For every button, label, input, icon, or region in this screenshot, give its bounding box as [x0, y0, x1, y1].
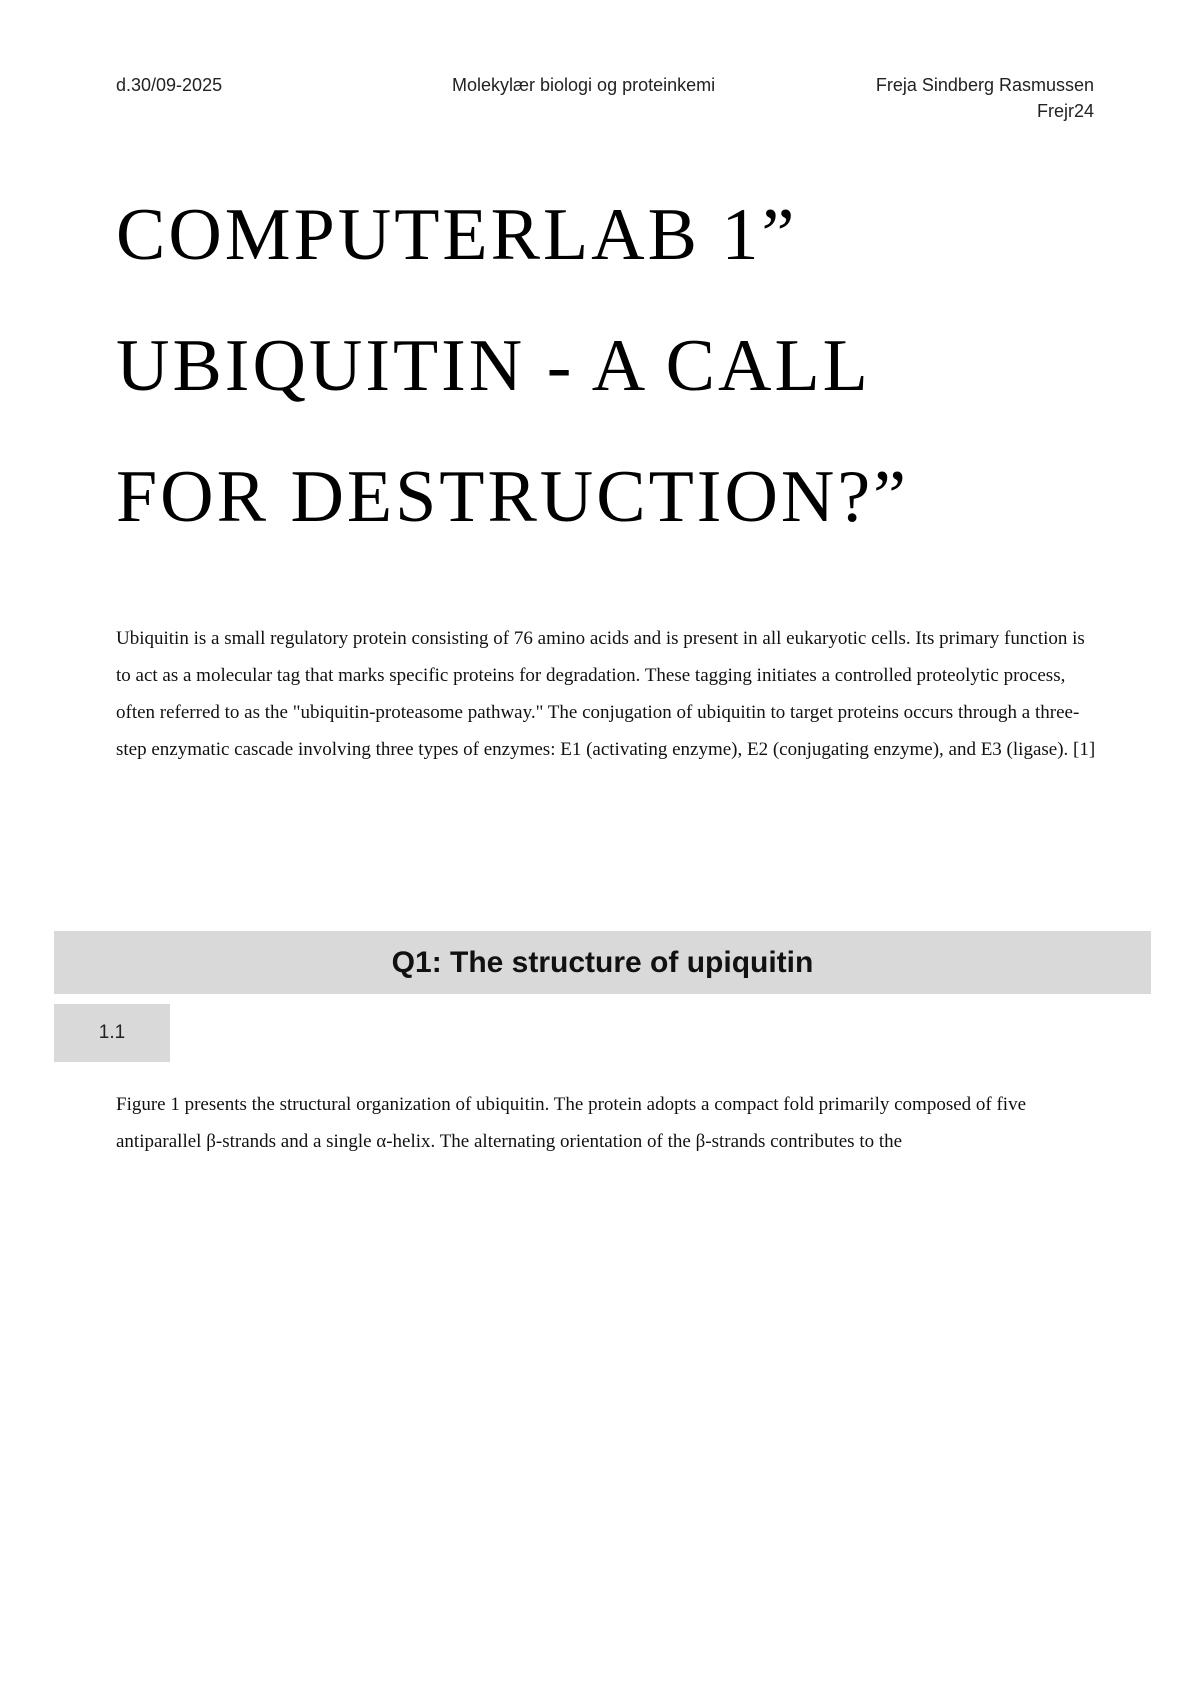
- header-course: Molekylær biologi og proteinkemi: [452, 75, 716, 95]
- document-title: [116, 170, 1096, 563]
- section-body-paragraph: Figure 1 presents the structural organization of ubiquitin. The protein adopts a compact fold primarily composed of five antiparallel β-strands and a single α-helix. The alternating orientation of the β-strands contributes to the: [116, 1094, 1027, 1152]
- header-author: Freja Sindberg Rasmussen: [875, 75, 1094, 95]
- subsection-label: 1.1: [54, 1004, 170, 1062]
- intro-paragraph: Ubiquitin is a small regulatory protein consisting of 76 amino acids and is present in all eukaryotic cells. Its primary function is to act as a molecular tag that marks specific proteins for degradation. These tagging initiates a controlled proteolytic process, often referred to as the "ubiquitin-proteasome pathway." The conjugation of ubiquitin to target proteins occurs through a three-step enzymatic cascade involving three types of enzymes: E1 (activating enzyme), E2 (conjugating enzyme), and E3 (ligase). [1]: [116, 628, 1096, 760]
- title-line-2: UBIQUITIN - A CALL: [116, 325, 871, 407]
- header-author-block: [876, 72, 1094, 124]
- section-heading: Q1: The structure of upiquitin: [391, 945, 814, 979]
- header-username: Frejr24: [1036, 101, 1094, 121]
- header-date: d.30/09-2025: [116, 75, 223, 95]
- page-header: [116, 72, 1094, 132]
- title-line-1: COMPUTERLAB 1”: [116, 194, 798, 276]
- section-heading-bar: [54, 931, 1151, 994]
- title-line-3: FOR DESTRUCTION?”: [116, 456, 910, 538]
